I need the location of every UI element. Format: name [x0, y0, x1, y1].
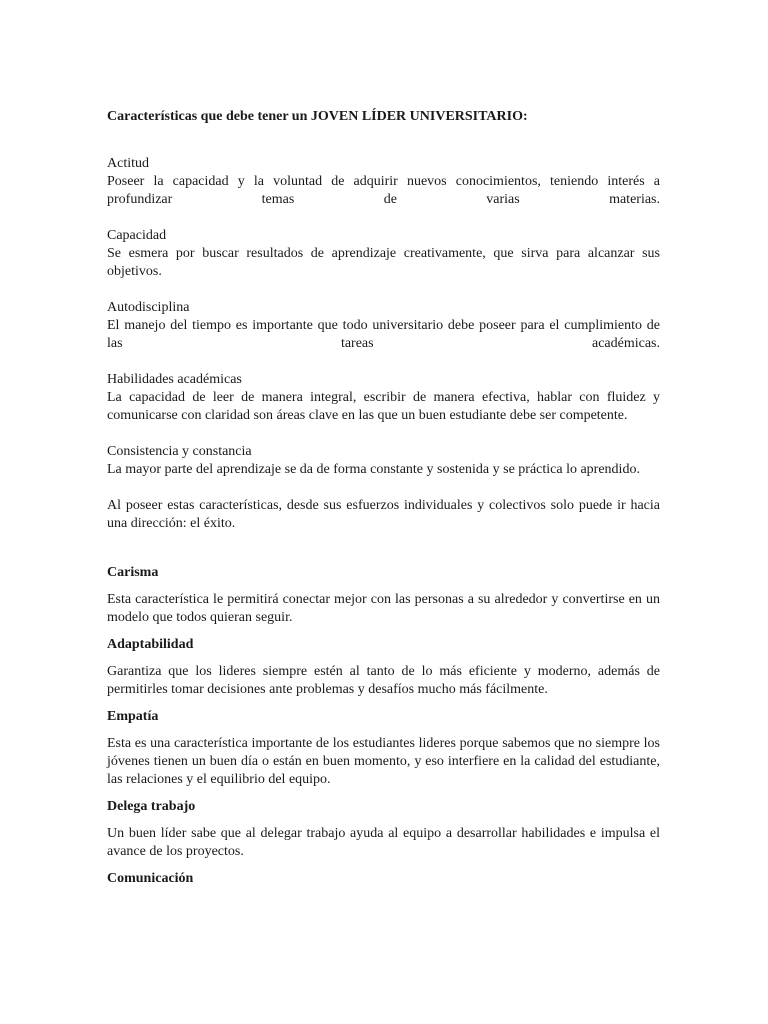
section-heading: Carisma — [107, 565, 159, 580]
section-text: Garantiza que los lideres siempre estén al tanto de lo más eficiente y moderno, además de permitirles tomar decisiones ante problemas y desafíos mucho más fácilmente. — [107, 664, 660, 697]
section-delega-trabajo — [107, 798, 660, 861]
section-text: Esta es una característica importante de los estudiantes lideres porque sabemos que no siempre los jóvenes tienen un buen día o están en buen momento, y eso interfiere en la calidad del estudiante, las relaciones y el equilibrio del equipo. — [107, 736, 660, 787]
trait-habilidades-academicas — [107, 371, 660, 425]
trait-name: Consistencia y constancia — [107, 444, 252, 459]
trait-text: Se esmera por buscar resultados de aprendizaje creativamente, que sirva para alcanzar sus objetivos. — [107, 246, 660, 279]
section-adaptabilidad — [107, 636, 660, 699]
section-heading: Delega trabajo — [107, 799, 196, 814]
trait-text: La mayor parte del aprendizaje se da de forma constante y sostenida y se práctica lo aprendido. — [107, 462, 640, 477]
trait-text: La capacidad de leer de manera integral, escribir de manera efectiva, hablar con fluidez y comunicarse con claridad son áreas clave en las que un buen estudiante debe ser competente. — [107, 390, 660, 423]
trait-consistencia-y-constancia — [107, 443, 660, 479]
section-text: Un buen líder sabe que al delegar trabajo ayuda al equipo a desarrollar habilidades e impulsa el avance de los proyectos. — [107, 826, 660, 859]
document-title: Características que debe tener un JOVEN LÍDER UNIVERSITARIO: — [107, 109, 528, 124]
section-text: Esta característica le permitirá conectar mejor con las personas a su alrededor y convertirse en un modelo que todos quieran seguir. — [107, 592, 660, 625]
section-carisma — [107, 564, 660, 627]
trait-name: Actitud — [107, 156, 149, 171]
closing-paragraph: Al poseer estas características, desde sus esfuerzos individuales y colectivos solo puede ir hacia una dirección: el éxito. — [107, 498, 660, 531]
section-heading: Empatía — [107, 709, 159, 724]
trait-text: El manejo del tiempo es importante que todo universitario debe poseer para el cumplimiento de las tareas académicas. — [107, 318, 660, 351]
trait-actitud — [107, 155, 660, 209]
section-heading: Comunicación — [107, 871, 194, 886]
trait-autodisciplina — [107, 299, 660, 353]
section-empatia — [107, 708, 660, 789]
trait-name: Habilidades académicas — [107, 372, 242, 387]
trait-name: Autodisciplina — [107, 300, 190, 315]
trait-text: Poseer la capacidad y la voluntad de adquirir nuevos conocimientos, teniendo interés a profundizar temas de varias materias. — [107, 174, 660, 207]
trait-name: Capacidad — [107, 228, 167, 243]
trait-capacidad — [107, 227, 660, 281]
document-page — [107, 108, 660, 897]
section-heading: Adaptabilidad — [107, 637, 194, 652]
section-comunicacion — [107, 870, 660, 888]
